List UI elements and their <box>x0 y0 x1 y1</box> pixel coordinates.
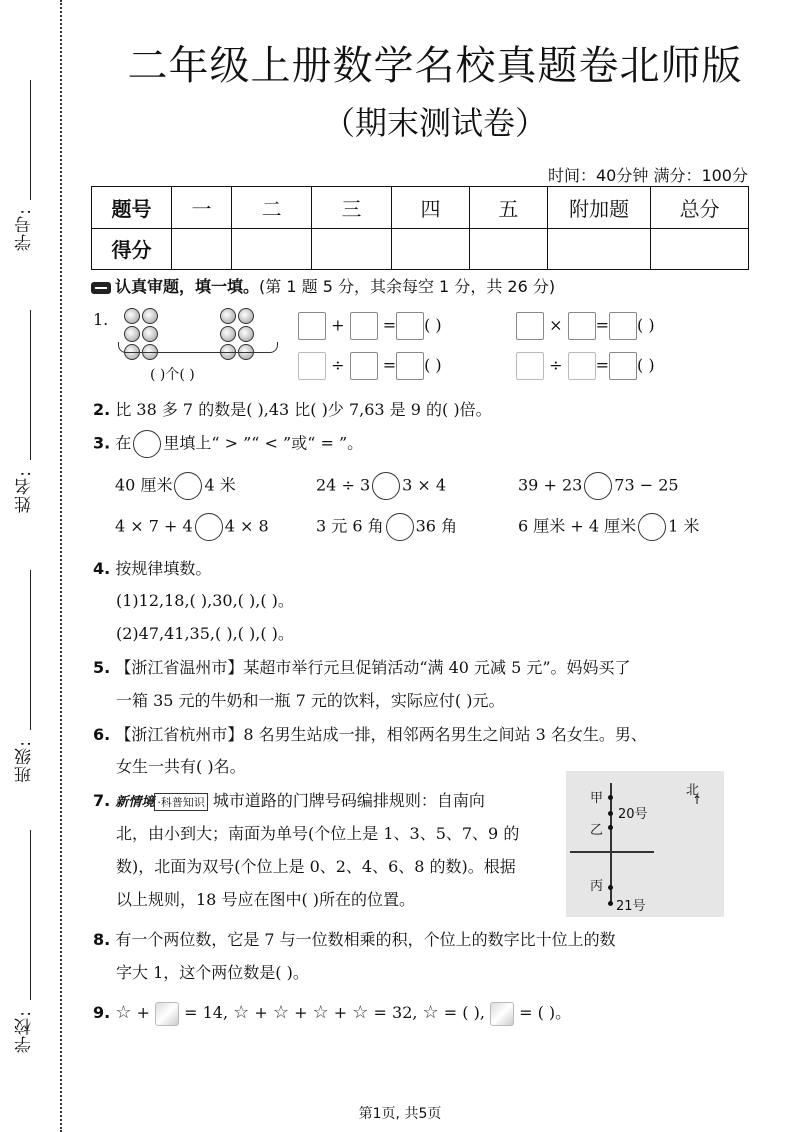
section-one-icon <box>91 282 111 294</box>
question-text: 【浙江省杭州市】8 名男生站成一排，相邻两名男生之间站 3 名女生。男、 <box>115 725 647 744</box>
score-header-cell: 二 <box>232 187 312 229</box>
answer-box[interactable] <box>350 312 378 340</box>
question-text: 城市道路的门牌号码编排规则：自南向 <box>212 791 485 810</box>
answer-blank[interactable]: = ( ), <box>438 1003 491 1022</box>
answer-box[interactable] <box>396 352 424 380</box>
equation-part: = 32, <box>368 1003 423 1022</box>
question-6 <box>93 722 647 745</box>
equals-sign: = <box>595 315 609 335</box>
compare-right: 4 米 <box>204 475 236 495</box>
question-number: 6. <box>93 725 111 744</box>
question-text: 按规律填数。 <box>115 559 212 578</box>
score-header-cell: 一 <box>171 187 231 229</box>
star-icon: ☆ <box>233 1002 250 1023</box>
question-number: 1. <box>93 310 109 329</box>
class-label: 班级: <box>15 740 35 783</box>
score-header-cell: 三 <box>312 187 392 229</box>
answer-box[interactable] <box>298 352 326 380</box>
score-header-cell: 题号 <box>92 187 172 229</box>
question-text: 里填上“ > ”“ < ”或“ = ”。 <box>163 433 364 453</box>
compare-left: 24 ÷ 3 <box>316 475 371 495</box>
question-3 <box>93 430 363 458</box>
question-number: 4. <box>93 559 111 578</box>
score-cell[interactable] <box>469 228 547 270</box>
answer-box[interactable] <box>298 312 326 340</box>
street-map-figure <box>566 771 724 917</box>
page-footer: 第1页, 共5页 <box>358 1106 442 1122</box>
question-number: 9. <box>93 1003 111 1022</box>
cross-street-line <box>570 851 654 853</box>
q1-caption: ( )个( ) <box>150 367 195 383</box>
divide-sign: ÷ <box>549 355 563 375</box>
score-header-cell: 附加题 <box>547 187 650 229</box>
compare-right: 73 − 25 <box>614 475 679 495</box>
compare-right: 3 × 4 <box>402 475 447 495</box>
context-tag: 新情境 <box>115 795 155 810</box>
compare-right: 1 米 <box>668 516 700 536</box>
location-dot <box>608 901 613 906</box>
q1-equation-div2 <box>516 352 655 380</box>
question-8 <box>93 927 616 950</box>
question-number: 2. <box>93 400 111 419</box>
star-icon: ☆ <box>352 1002 369 1023</box>
score-cell[interactable] <box>232 228 312 270</box>
compare-circle[interactable] <box>372 472 400 500</box>
blank-line <box>30 830 31 1000</box>
answer-box[interactable] <box>396 312 424 340</box>
equals-sign: = <box>382 355 397 375</box>
score-cell[interactable] <box>171 228 231 270</box>
school-label: 学校: <box>15 1010 35 1053</box>
question-4 <box>93 556 211 579</box>
divide-sign: ÷ <box>331 355 345 375</box>
binding-margin <box>0 0 70 1132</box>
question-text: 有一个两位数，它是 7 与一位数相乘的积，个位上的数字比十位上的数 <box>115 930 616 949</box>
score-cell[interactable] <box>651 228 749 270</box>
compare-item <box>518 472 679 500</box>
answer-box[interactable] <box>516 312 544 340</box>
answer-blank[interactable]: ( ) <box>637 355 655 375</box>
student-id-label: 学号: <box>15 208 35 251</box>
compare-left: 40 厘米 <box>115 475 173 495</box>
question-text: 【浙江省温州市】某超市举行元旦促销活动“满 40 元减 5 元”。妈妈买了 <box>115 658 631 677</box>
point-jia-label: 甲 <box>590 791 604 806</box>
compare-left: 6 厘米 + 4 厘米 <box>518 516 637 536</box>
answer-blank[interactable]: ( ) <box>424 355 442 375</box>
equals-sign: = <box>595 355 609 375</box>
page-subtitle: （期末测试卷） <box>322 104 547 142</box>
compare-left: 39 + 23 <box>518 475 583 495</box>
answer-box[interactable] <box>609 312 637 340</box>
question-2 <box>93 397 492 420</box>
times-sign: × <box>549 315 563 335</box>
location-dot <box>608 885 613 890</box>
score-header-cell: 四 <box>391 187 469 229</box>
score-header-row <box>92 187 749 229</box>
brace-icon <box>118 342 278 353</box>
equation-part: = 14, <box>179 1003 234 1022</box>
compare-item <box>518 513 699 541</box>
number-21-label: 21号 <box>616 899 646 914</box>
score-table <box>91 186 749 270</box>
question-number: 5. <box>93 658 111 677</box>
equation-part: + <box>131 1003 156 1022</box>
question-number: 8. <box>93 930 111 949</box>
question-9 <box>93 1000 571 1026</box>
point-bing-label: 丙 <box>590 879 604 894</box>
compare-right: 4 × 8 <box>224 516 269 536</box>
equals-sign: = <box>382 315 397 335</box>
location-dot <box>608 795 613 800</box>
location-dot <box>608 825 613 830</box>
q1-equation-div <box>298 352 442 380</box>
equation-part: + <box>289 1003 313 1022</box>
answer-box[interactable] <box>350 352 378 380</box>
equation-part: + <box>328 1003 353 1022</box>
star-icon: ☆ <box>312 1002 329 1023</box>
q1-equation-add <box>298 312 442 340</box>
location-dot <box>608 811 613 816</box>
question-number: 7. <box>93 791 111 810</box>
score-cell[interactable] <box>391 228 469 270</box>
compare-left: 3 元 6 角 <box>316 516 384 536</box>
section-note: (第 1 题 5 分，其余每空 1 分，共 26 分) <box>259 277 556 296</box>
question-text: 女生一共有( )名。 <box>116 757 246 776</box>
question-text: 北，由小到大；南面为单号(个位上是 1、3、5、7、9 的 <box>116 824 520 843</box>
compare-item <box>316 472 446 500</box>
answer-box[interactable] <box>609 352 637 380</box>
knowledge-tag: ·科普知识 <box>154 793 208 811</box>
point-yi-label: 乙 <box>590 823 604 838</box>
north-arrow-icon: ↑ <box>692 793 703 807</box>
question-text: 在 <box>115 433 132 453</box>
compare-circle[interactable] <box>195 513 223 541</box>
equation-part: + <box>249 1003 273 1022</box>
score-header-cell: 五 <box>469 187 547 229</box>
cut-line <box>60 0 62 1132</box>
question-5 <box>93 655 631 678</box>
sequence-line-2: (2)47,41,35,( ),( ),( )。 <box>116 624 294 643</box>
compare-right: 36 角 <box>415 516 458 536</box>
section-heading <box>91 274 555 297</box>
question-text: 一箱 35 元的牛奶和一瓶 7 元的饮料，实际应付( )元。 <box>116 691 505 710</box>
blank-line <box>30 80 31 200</box>
question-7 <box>93 788 485 811</box>
compare-item <box>115 472 236 500</box>
answer-box[interactable] <box>568 312 596 340</box>
square-icon <box>155 1002 179 1026</box>
name-label: 姓名: <box>15 470 35 513</box>
score-row <box>92 228 749 270</box>
number-20-label: 20号 <box>618 807 648 822</box>
score-cell[interactable] <box>547 228 650 270</box>
star-icon: ☆ <box>422 1002 439 1023</box>
answer-blank[interactable]: ( ) <box>637 315 655 335</box>
answer-box[interactable] <box>516 352 544 380</box>
compare-item <box>316 513 457 541</box>
question-text: 字大 1，这个两位数是( )。 <box>116 963 309 982</box>
answer-blank[interactable]: = ( )。 <box>514 1003 572 1022</box>
plus-sign: + <box>331 315 345 335</box>
compare-circle-icon <box>133 430 161 458</box>
blank-line <box>30 570 31 730</box>
compare-item <box>115 513 269 541</box>
star-icon: ☆ <box>115 1002 132 1023</box>
blank-line <box>30 310 31 460</box>
question-text: 数)，北面为双号(个位上是 0、2、4、6、8 的数)。根据 <box>116 857 516 876</box>
sequence-line-1: (1)12,18,( ),30,( ),( )。 <box>116 591 294 610</box>
question-number: 3. <box>93 433 111 453</box>
compare-circle[interactable] <box>638 513 666 541</box>
question-text: 以上规则，18 号应在图中( )所在的位置。 <box>116 890 416 909</box>
question-text: 比 38 多 7 的数是( ),43 比( )少 7,63 是 9 的( )倍。 <box>115 400 492 419</box>
square-icon <box>490 1002 514 1026</box>
answer-box[interactable] <box>568 352 596 380</box>
answer-blank[interactable]: ( ) <box>424 315 442 335</box>
compare-circle[interactable] <box>386 513 414 541</box>
compare-left: 4 × 7 + 4 <box>115 516 193 536</box>
section-title: 认真审题，填一填。 <box>115 277 260 296</box>
time-info: 时间：40分钟 满分：100分 <box>548 166 748 185</box>
q1-equation-mul <box>516 312 655 340</box>
north-label: 北 <box>686 783 700 798</box>
compare-circle[interactable] <box>174 472 202 500</box>
page-title: 二年级上册数学名校真题卷北师版 <box>127 43 743 89</box>
compare-circle[interactable] <box>584 472 612 500</box>
score-header-cell: 总分 <box>651 187 749 229</box>
score-row-label: 得分 <box>92 228 172 270</box>
star-icon: ☆ <box>272 1002 289 1023</box>
score-cell[interactable] <box>312 228 392 270</box>
